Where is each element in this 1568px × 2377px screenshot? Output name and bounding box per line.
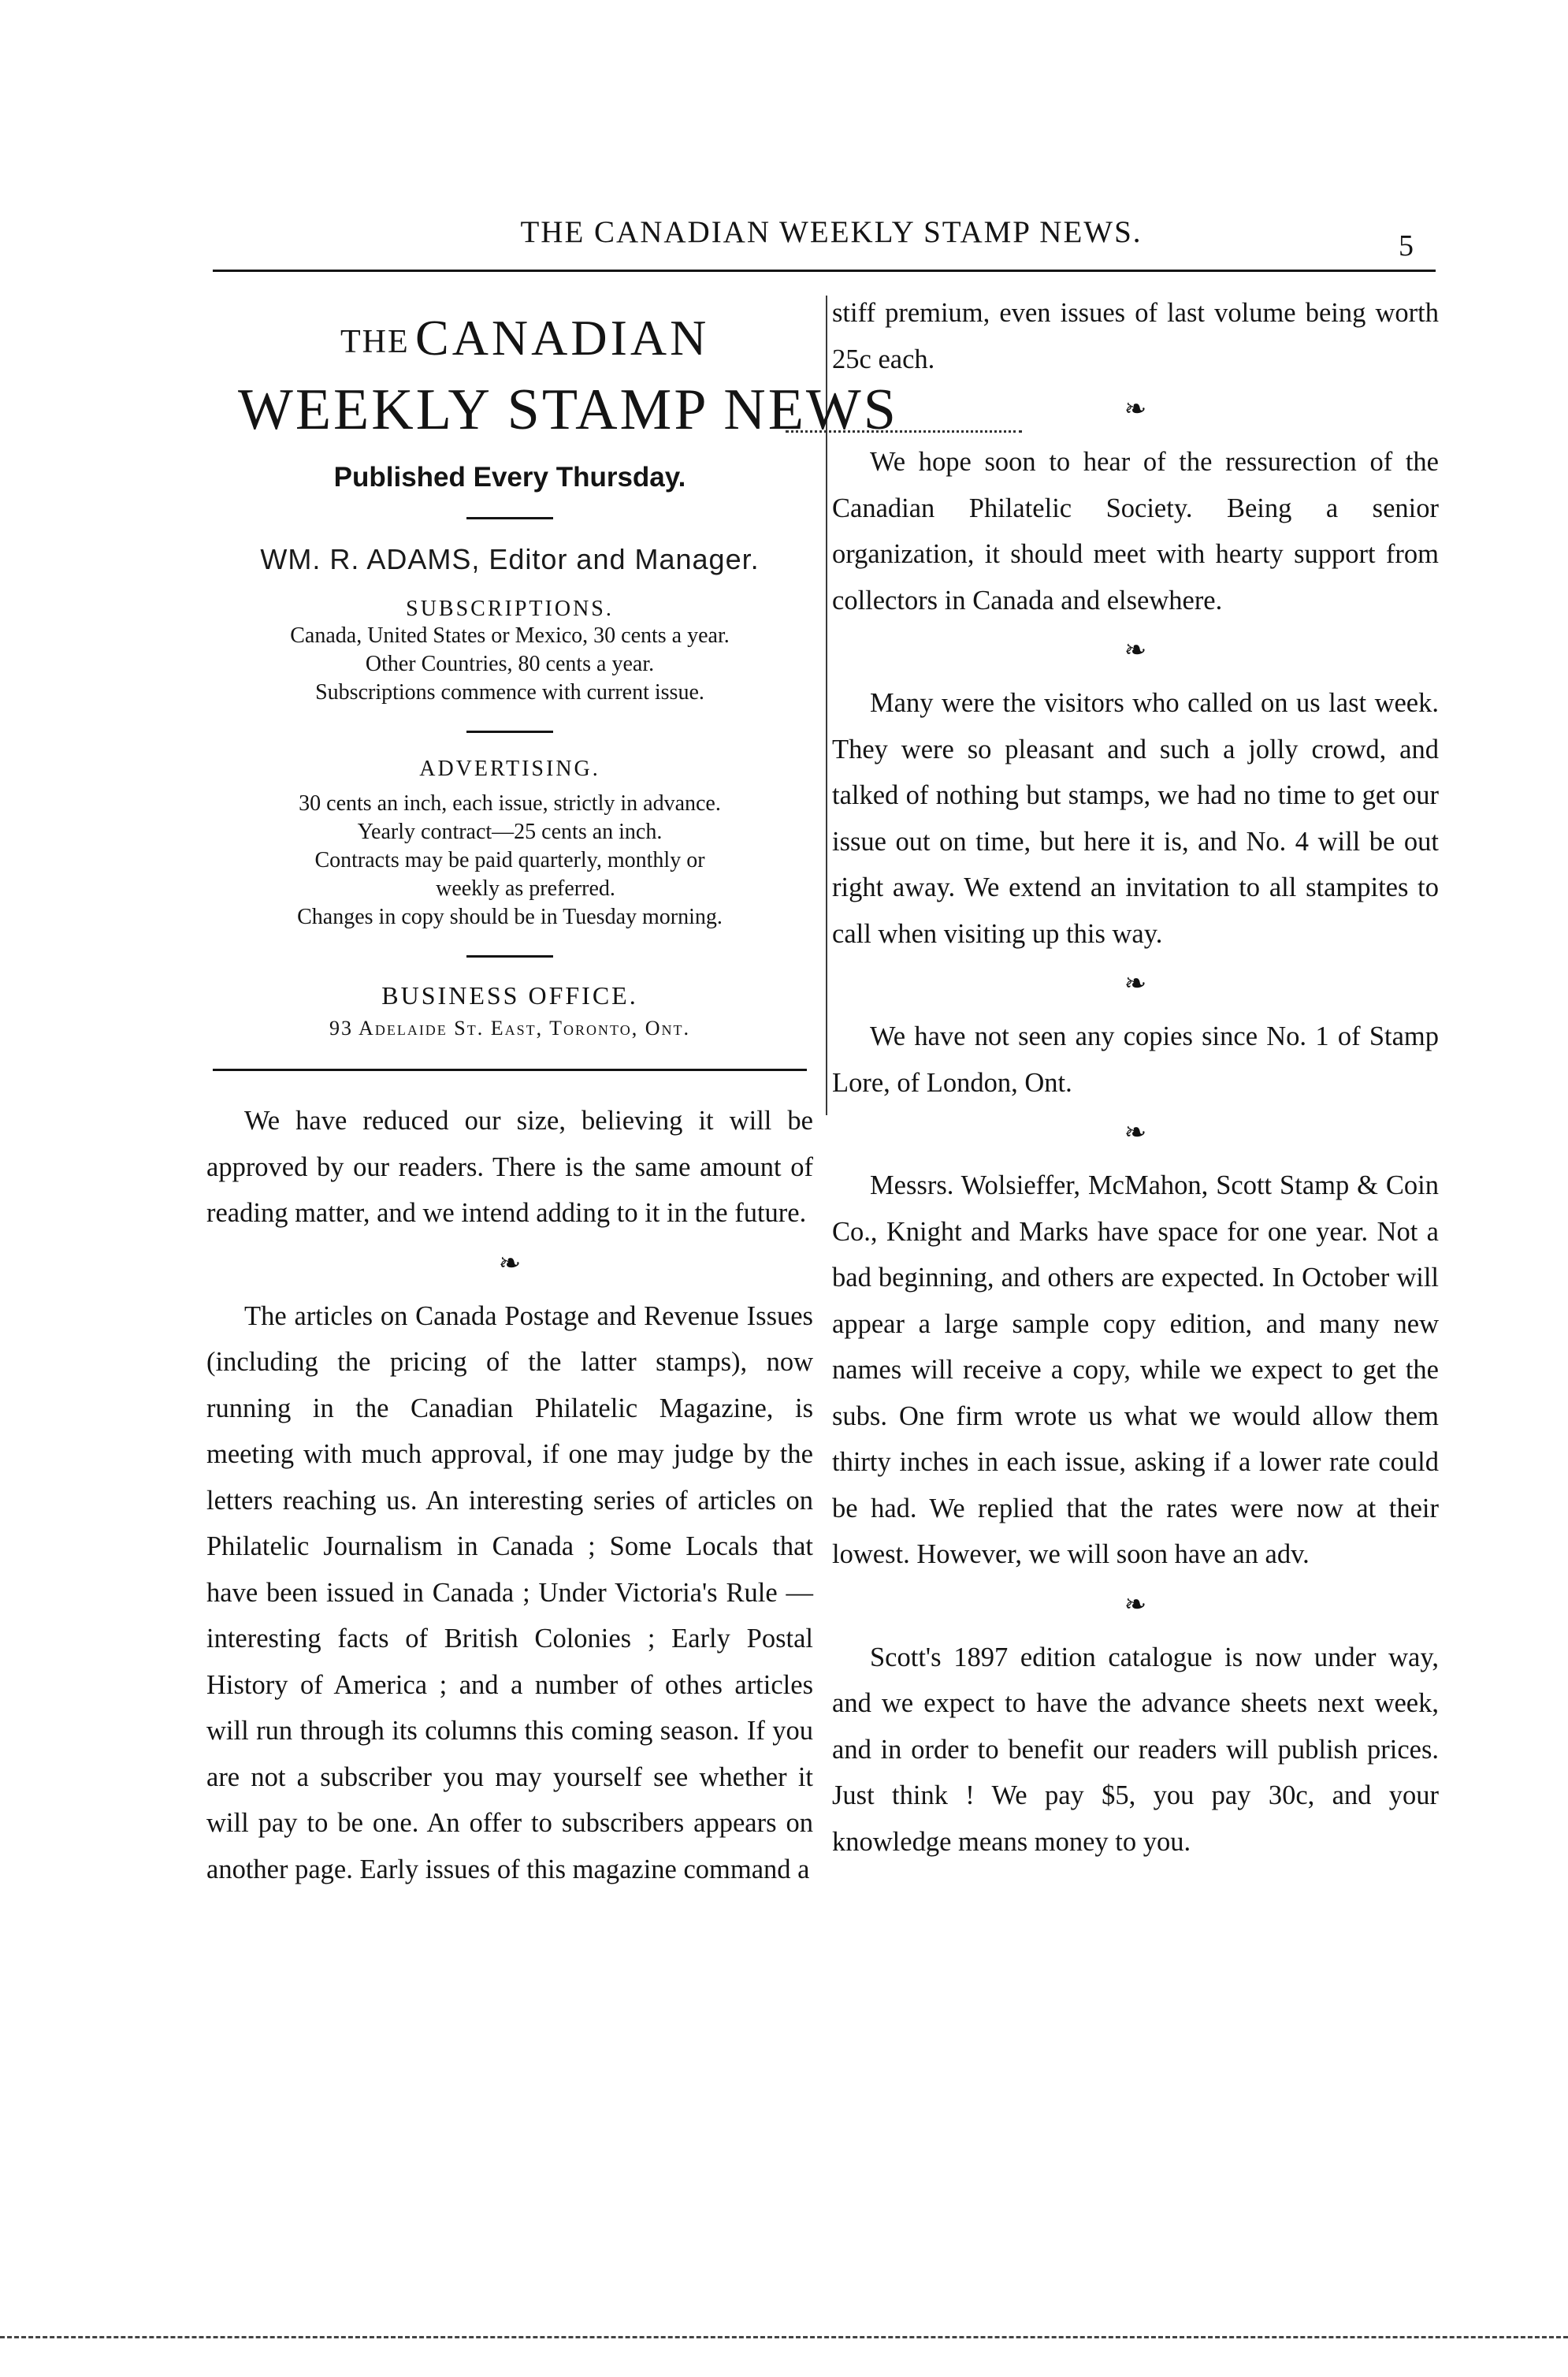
left-column — [206, 284, 898, 1892]
advertising-line: 30 cents an inch, each issue, strictly in advance. — [299, 791, 721, 816]
ornament-icon: ❧ — [1124, 395, 1147, 424]
article-paragraph: We hope soon to hear of the ressurection of the Canadian Philatelic Society. Being a senior organization, it should meet with hearty support from collectors in Canada and elsewhere. — [832, 447, 1439, 616]
ornament-icon: ❧ — [498, 1248, 522, 1278]
subscription-line: Subscriptions commence with current issue. — [315, 680, 704, 705]
article-paragraph: Messrs. Wolsieffer, McMahon, Scott Stamp & Coin Co., Knight and Marks have space for one year. Not a bad beginning, and others are expected. In October will appear a large sample copy edition, and many new names will receive a copy, while we expect to get the subs. One firm wrote us what we would allow them thirty inches in each issue, asking if a lower rate could be had. We replied that the rates were now at their lowest. However, we will soon have an adv. — [832, 1170, 1439, 1569]
masthead-weekly-stamp-news: WEEKLY STAMP NEWS — [238, 378, 898, 442]
masthead-the: THE — [340, 324, 410, 360]
article-paragraph: We have reduced our size, believing it will be approved by our readers. There is the same amount of reading matter, and we intend adding to it in the future. — [206, 1106, 813, 1228]
page-number: 5 — [1399, 229, 1414, 262]
subscription-line: Other Countries, 80 cents a year. — [365, 652, 655, 676]
running-head: THE CANADIAN WEEKLY STAMP NEWS. — [520, 215, 1143, 249]
advertising-line: weekly as preferred. — [436, 876, 615, 901]
article-paragraph: The articles on Canada Postage and Revenue Issues (including the pricing of the latter stamps), now running in the Canadian Philatelic Magazine, is meeting with much approval, if one may judge by the letters reaching us. An interesting series of articles on Philatelic Journalism in Canada ; Some Locals that have been issued in Canada ; Under Victoria's Rule —interesting facts of British Colonies ; Early Postal History of America ; and a number of othes articles will run through its columns this coming season. If you are not a subscriber you may yourself see whether it will pay to be one. An offer to subscribers appears on another page. Early issues of this magazine command a — [206, 1300, 813, 1884]
right-column — [832, 284, 1439, 1865]
ornament-icon: ❧ — [1124, 1118, 1147, 1148]
short-rule — [466, 955, 553, 958]
masthead-canadian: CANADIAN — [415, 310, 710, 366]
short-rule — [466, 731, 553, 733]
article-paragraph: stiff premium, even issues of last volume being worth 25c each. — [832, 298, 1439, 374]
masthead — [206, 284, 898, 449]
article-paragraph: We have not seen any copies since No. 1 of Stamp Lore, of London, Ont. — [832, 1021, 1439, 1098]
header-rule — [213, 270, 1436, 272]
article-paragraph: Scott's 1897 edition catalogue is now under way, and we expect to have the advance sheets next week, and in order to benefit our readers will publish prices. Just think ! We pay $5, you pay 30c, and your knowledge means money to you. — [832, 1642, 1439, 1857]
section-rule — [213, 1069, 807, 1071]
short-rule — [466, 517, 553, 519]
subscriptions-heading: SUBSCRIPTIONS. — [406, 597, 614, 621]
ornament-icon: ❧ — [1124, 1590, 1147, 1620]
advertising-line: Contracts may be paid quarterly, monthly or — [314, 848, 705, 872]
ornament-icon: ❧ — [1124, 969, 1147, 999]
ornament-icon: ❧ — [1124, 636, 1147, 665]
subscription-line: Canada, United States or Mexico, 30 cents a year. — [290, 623, 730, 648]
editor-line: WM. R. ADAMS, Editor and Manager. — [260, 543, 760, 575]
business-office-address: 93 Adelaide St. East, Toronto, Ont. — [329, 1017, 690, 1040]
advertising-heading: ADVERTISING. — [419, 757, 600, 781]
advertising-line: Changes in copy should be in Tuesday morning. — [297, 905, 723, 929]
article-paragraph: Many were the visitors who called on us last week. They were so pleasant and such a jolly crowd, and talked of nothing but stamps, we had no time to get our issue out on time, but here it is, and No. 4 will be out right away. We extend an invitation to all stampites to call when visiting up this way. — [832, 688, 1439, 949]
published-line: Published Every Thursday. — [333, 462, 686, 493]
advertising-line: Yearly contract—25 cents an inch. — [357, 820, 663, 844]
footer-rule — [0, 2336, 1568, 2338]
business-office-heading: BUSINESS OFFICE. — [381, 981, 638, 1010]
